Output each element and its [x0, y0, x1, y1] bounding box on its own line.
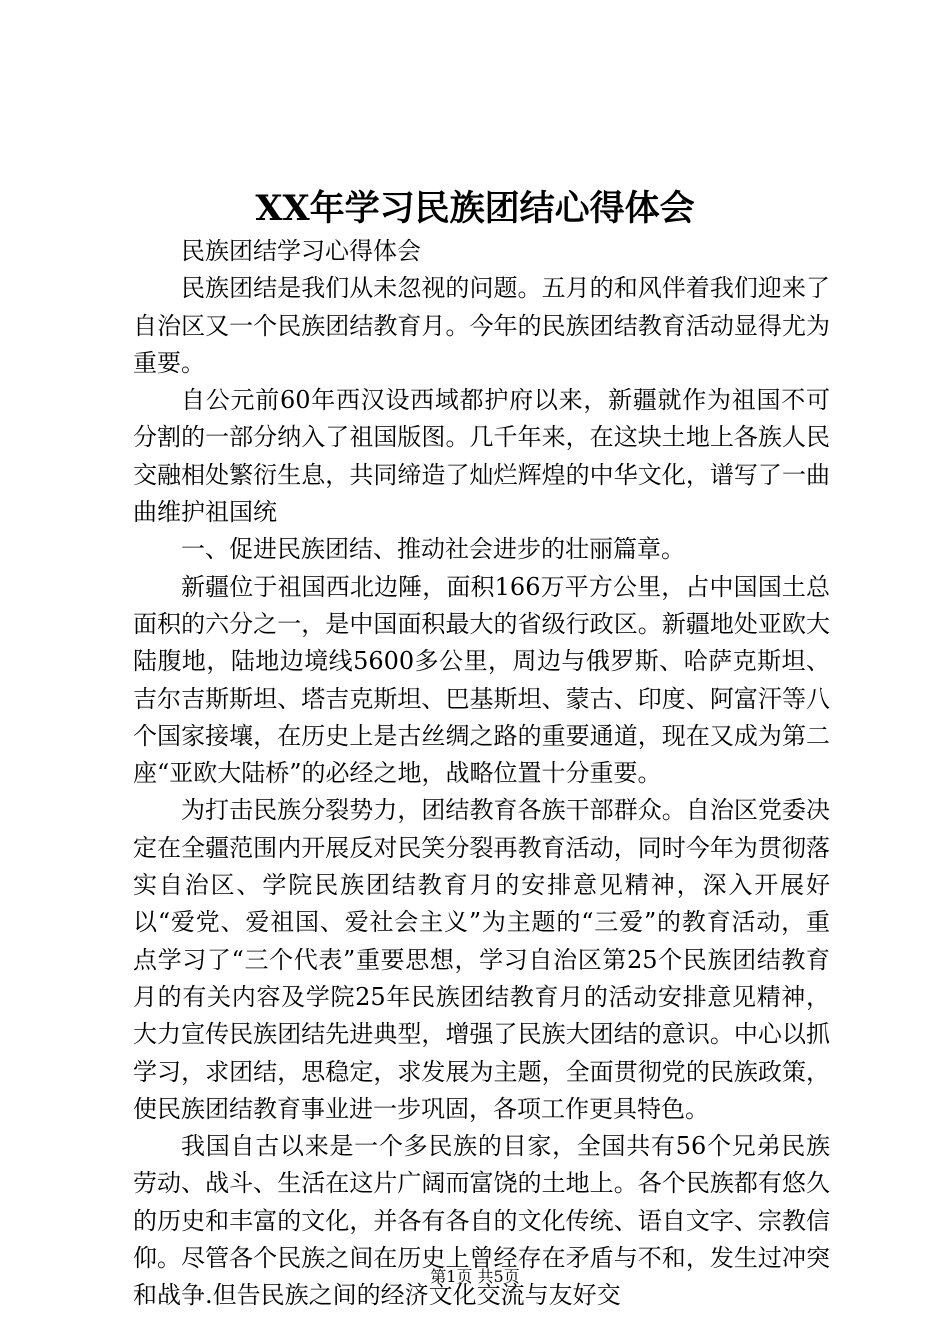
paragraph-subtitle: 民族团结学习心得体会: [181, 237, 421, 265]
paragraph-geography: 新疆位于祖国西北边陲，面积166万平方公里，占中国国土总面积的六分之一，是中国面积最大的省级行政区。新疆地处亚欧大陆腹地，陆地边境线5600多公里，周边与俄罗斯、哈萨克斯坦、吉尔吉斯斯坦、塔吉克斯坦、巴基斯坦、蒙古、印度、阿富汗等八个国家接壤，在历史上是古丝绸之路的重要通道，现在又成为第二座“亚欧大陆桥”的必经之地，战略位置十分重要。: [133, 572, 830, 788]
page-footer: 第1页 共5页: [430, 1267, 520, 1286]
paragraph-education-campaign: 为打击民族分裂势力，团结教育各族干部群众。自治区党委决定在全疆范围内开展反对民笑分裂再教育活动，同时今年为贯彻落实自治区、学院民族团结教育月的安排意见精神，深入开展好以“爱党、爱祖国、爱社会主义”为主题的“三爱”的教育活动，重点学习了“三个代表”重要思想，学习自治区第25个民族团结教育月的有关内容及学院25年民族团结教育月的活动安排意见精神，大力宣传民族团结先进典型，增强了民族大团结的意识。中心以抓学习，求团结，思稳定，求发展为主题，全面贯彻党的民族政策，使民族团结教育事业进一步巩固，各项工作更具特色。: [133, 796, 830, 1123]
paragraph-multi-ethnic: 我国自古以来是一个多民族的目家，全国共有56个兄弟民族劳动、战斗、生活在这片广阔而富饶的土地上。各个民族都有悠久的历史和丰富的文化，并各有各自的文化传统、语自文字、宗教信仰。尽管各个民族之间在历史上曾经存在矛盾与不和，发生过冲突和战争.但告民族之间的经济文化交流与友好交: [133, 1132, 830, 1310]
paragraph-intro: 民族团结是我们从未忽视的问题。五月的和风伴着我们迎来了自治区又一个民族团结教育月。今年的民族团结教育活动显得尤为重要。: [133, 274, 830, 377]
page-title: XX年学习民族团结心得体会: [255, 188, 695, 229]
paragraph-section-heading: 一、促进民族团结、推动社会进步的壮丽篇章。: [181, 535, 685, 564]
paragraph-history: 自公元前60年西汉设西域都护府以来，新疆就作为祖国不可分割的一部分纳入了祖国版图。几千年来，在这块土地上各族人民交融相处繁衍生息，共同缔造了灿烂辉煌的中华文化，谱写了一曲曲维护祖国统: [133, 386, 830, 527]
document-body: [133, 233, 830, 1315]
